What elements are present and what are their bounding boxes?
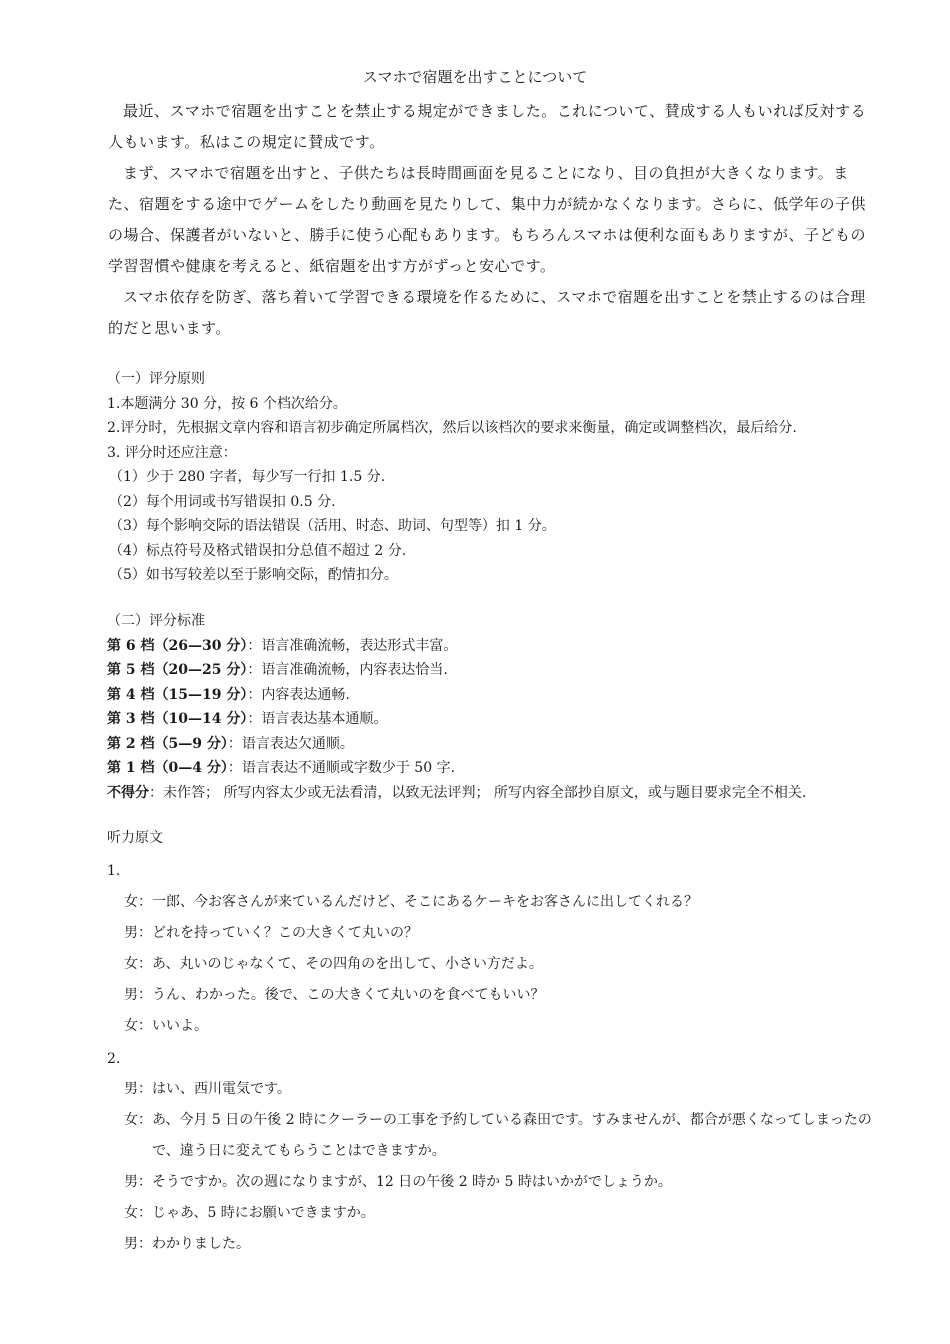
speaker-label: 女： bbox=[124, 1112, 152, 1128]
level-desc: ：语言准确流畅，内容表达恰当. bbox=[247, 662, 448, 678]
dialog-text: はい、西川電気です。 bbox=[152, 1081, 291, 1097]
level-label: 第 5 档（20—25 分） bbox=[107, 662, 248, 678]
essay-paragraph: 最近、スマホで宿題を出すことを禁止する規定ができました。これについて、賛成する人もいれば反対する人もいます。私はこの規定に賛成です。 bbox=[108, 102, 867, 151]
level-label: 不得分 bbox=[107, 784, 149, 801]
speaker-label: 男： bbox=[124, 987, 152, 1003]
essay-title: スマホで宿題を出すことについて bbox=[362, 68, 588, 86]
principle-note: （2）每个用词或书写错误扣 0.5 分. bbox=[109, 493, 336, 510]
dialog-line bbox=[124, 1074, 884, 1105]
speaker-label: 男： bbox=[124, 1174, 152, 1190]
level-label: 第 4 档（15—19 分） bbox=[107, 686, 248, 703]
dialog-line bbox=[124, 980, 884, 1011]
standard-level bbox=[107, 658, 897, 683]
level-label: 第 1 档（0—4 分） bbox=[107, 760, 228, 776]
level-desc: ：语言表达欠通顺。 bbox=[227, 735, 354, 752]
level-label: 第 6 档（26—30 分） bbox=[107, 637, 248, 654]
speaker-label: 男： bbox=[124, 1236, 152, 1252]
standard-level bbox=[107, 732, 897, 757]
standard-level bbox=[107, 781, 897, 806]
speaker-label: 女： bbox=[124, 956, 152, 972]
speaker-label: 女： bbox=[124, 894, 152, 910]
dialog-text: 一郎、今お客さんが来ているんだけど、そこにあるケーキをお客さんに出してくれる？ bbox=[152, 894, 698, 910]
dialog-text: あ、今月 5 日の午後 2 時にクーラーの工事を予約している森田です。すみませんが、都合が悪くなってしまったので、違う日に変えてもらうことはできますか。 bbox=[152, 1112, 872, 1159]
dialog-2 bbox=[124, 1074, 884, 1260]
speaker-label: 男： bbox=[124, 925, 152, 941]
level-desc: ：内容表达通畅. bbox=[247, 686, 350, 703]
dialog-line bbox=[124, 1011, 884, 1042]
dialog-line bbox=[124, 887, 884, 918]
speaker-label: 男： bbox=[124, 1081, 152, 1097]
principle-note: （3）每个影响交际的语法错误（活用、时态、助词、句型等）扣 1 分。 bbox=[109, 518, 556, 534]
level-desc: ：语言表达基本通顺。 bbox=[247, 711, 388, 727]
principle-item: 1.本题满分 30 分，按 6 个档次给分。 bbox=[107, 395, 347, 412]
speaker-label: 女： bbox=[124, 1205, 152, 1221]
principle-note: （5）如书写较差以至于影响交际，酌情扣分。 bbox=[109, 567, 398, 583]
section-heading: （一）评分原则 bbox=[107, 371, 205, 387]
standard-level bbox=[107, 634, 897, 659]
dialog-text: わかりました。 bbox=[152, 1236, 250, 1252]
principle-note: （1）少于 280 字者，每少写一行扣 1.5 分. bbox=[109, 469, 386, 485]
listening-heading: 听力原文 bbox=[107, 830, 163, 846]
dialog-text: そうですか。次の週になりますが、12 日の午後 2 時か 5 時はいかがでしょうか。 bbox=[152, 1174, 672, 1190]
principle-item: 3. 评分时还应注意： bbox=[107, 444, 237, 461]
level-desc: ：未作答； 所写内容太少或无法看清，以致无法评判； 所写内容全部抄自原文，或与题目要求完全不相关. bbox=[149, 784, 807, 801]
level-desc: ：语言准确流畅，表达形式丰富。 bbox=[247, 637, 458, 654]
standard-level bbox=[107, 756, 897, 781]
essay-paragraph: まず、スマホで宿題を出すと、子供たちは長時間画面を見ることになり、目の負担が大きくなります。また、宿題をする途中でゲームをしたり動画を見たりして、集中力が続かなくなります。さらに、低学年の子供の場合、保護者がいないと、勝手に使う心配もあります。もちろんスマホは便利な面もありますが、子どもの学習習慣や健康を考えると、紙宿題を出す方がずっと安心です。 bbox=[108, 164, 867, 275]
dialog-text: あ、丸いのじゃなくて、その四角のを出して、小さい方だよ。 bbox=[152, 956, 543, 972]
dialog-text: いいよ。 bbox=[152, 1018, 208, 1034]
scoring-principles bbox=[107, 367, 897, 588]
essay-paragraph: スマホ依存を防ぎ、落ち着いて学習できる環境を作るために、スマホで宿題を出すことを禁止するのは合理的だと思います。 bbox=[108, 288, 866, 337]
dialog-line bbox=[124, 1229, 884, 1260]
dialog-text: じゃあ、5 時にお願いできますか。 bbox=[152, 1205, 375, 1221]
question-number: 1. bbox=[107, 863, 121, 879]
standard-level bbox=[107, 707, 897, 732]
essay-body bbox=[108, 96, 878, 344]
level-desc: ：语言表达不通顺或字数少于 50 字. bbox=[227, 760, 456, 776]
dialog-line bbox=[124, 1167, 884, 1198]
section-heading: （二）评分标准 bbox=[107, 613, 205, 629]
standard-level bbox=[107, 683, 897, 708]
principle-item: 2.评分时，先根据文章内容和语言初步确定所属档次，然后以该档次的要求来衡量，确定或调整档次，最后给分. bbox=[107, 420, 797, 436]
level-label: 第 2 档（5—9 分） bbox=[107, 735, 228, 752]
dialog-line bbox=[124, 1198, 884, 1229]
principle-note: （4）标点符号及格式错误扣分总值不超过 2 分. bbox=[109, 542, 407, 559]
level-label: 第 3 档（10—14 分） bbox=[107, 711, 248, 727]
question-number: 2. bbox=[107, 1051, 121, 1067]
dialog-line bbox=[124, 918, 884, 949]
dialog-line bbox=[124, 1105, 884, 1167]
dialog-text: どれを持っていく？この大きくて丸いの？ bbox=[152, 925, 418, 941]
dialog-text: うん、わかった。後で、この大きくて丸いのを食べてもいい？ bbox=[152, 987, 545, 1003]
dialog-1 bbox=[124, 887, 884, 1042]
dialog-line bbox=[124, 949, 884, 980]
scoring-standards bbox=[107, 609, 897, 805]
speaker-label: 女： bbox=[124, 1018, 152, 1034]
